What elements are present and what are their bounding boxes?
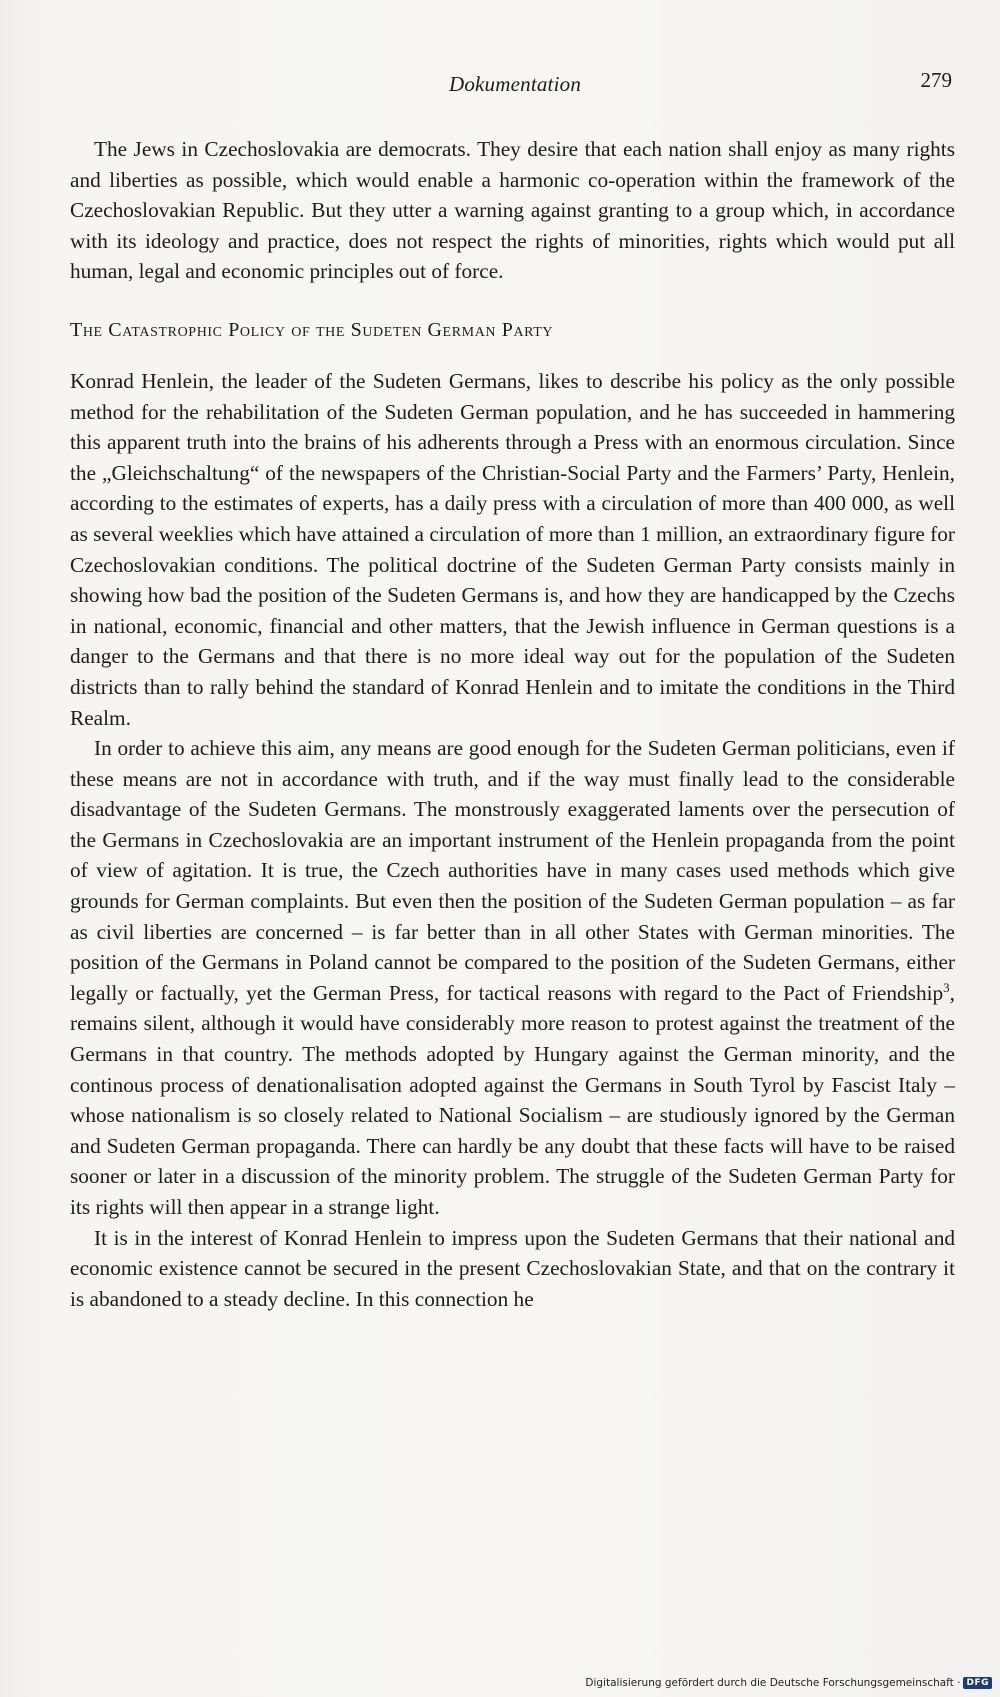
paragraph-henlein-policy: Konrad Henlein, the leader of the Sudeten Germans, likes to describe his policy as the only possible method for the rehabilitation of the Sudeten German population, and he has succeeded in hammering this apparent truth into the brains of his adherents through a Press with an enormous circulation. Since the „Gleichschaltung“ of the newspapers of the Christian-Social Party and the Farmers’ Party, Henlein, according to the estimates of experts, has a daily press with a circulation of more than 400 000, as well as several weeklies which have attained a circulation of more than 1 million, an extraordinary figure for Czechoslovakian conditions. The political doctrine of the Sudeten German Party consists mainly in showing how bad the position of the Sudeten Germans is, and how they are handicapped by the Czechs in national, economic, financial and other matters, that the Jewish influence in German questions is a danger to the Germans and that there is no more ideal way out for the population of the Sudeten districts than to rally behind the standard of Konrad Henlein and to imitate the conditions in the Third Realm. <box>70 368 955 730</box>
paragraph-propaganda-text-1: In order to achieve this aim, any means are good enough for the Sudeten German politicians, even if these means are not in accordance with truth, and if the way must finally lead to the considerable disadvantage of the Sudeten Germans. The monstrously exaggerated laments over the persecution of the Germans in Czechoslovakia are an important instrument of the Henlein propaganda from the point of view of agitation. It is true, the Czech authorities have in many cases used methods which give grounds for German complaints. But even then the position of the Sudeten German population – as far as civil liberties are concerned – is far better than in all other States with German minorities. The position of the Germans in Poland cannot be compared to the position of the Sudeten Germans, either legally or factually, yet the German Press, for tactical reasons with regard to the Pact of Friendship <box>70 736 955 1005</box>
dfg-logo: DFG <box>963 1677 992 1689</box>
intro-paragraph: The Jews in Czechoslovakia are democrats. They desire that each nation shall enjoy as many rights and liberties as possible, which would enable a harmonic co-operation within the framework of the Czechoslovakian Republic. But they utter a warning against granting to a group which, in accordance with its ideology and practice, does not respect the rights of minorities, rights which would put all human, legal and economic principles out of force. <box>70 137 955 284</box>
section-heading: The Catastrophic Policy of the Sudeten German Party <box>70 318 554 341</box>
footnote-mark[interactable]: 3 <box>943 979 950 995</box>
body-text <box>70 134 955 1314</box>
paragraph-propaganda <box>70 733 955 1223</box>
paragraph-propaganda-text-2: , remains silent, although it would have considerably more reason to protest against the treatment of the Germans in that country. The methods adopted by Hungary against the German minority, and the continous process of denationalisation adopted against the Germans in South Tyrol by Fascist Italy – whose nationalism is so closely related to National Socialism – are studiously ignored by the German and Sudeten German propaganda. There can hardly be any doubt that these facts will have to be raised sooner or later in a discussion of the minority problem. The struggle of the Sudeten German Party for its rights will then appear in a strange light. <box>70 980 955 1219</box>
running-header <box>70 66 960 106</box>
running-title: Dokumentation <box>448 72 582 96</box>
digitization-credit <box>585 1677 992 1689</box>
credit-text: Digitalisierung gefördert durch die Deutsche Forschungsgemeinschaft · <box>585 1677 961 1689</box>
page-number: 279 <box>920 68 952 92</box>
paragraph-henlein-interest: It is in the interest of Konrad Henlein to impress upon the Sudeten Germans that their national and economic existence cannot be secured in the present Czechoslovakian State, and that on the contrary it is abandoned to a steady decline. In this connection he <box>70 1225 955 1311</box>
